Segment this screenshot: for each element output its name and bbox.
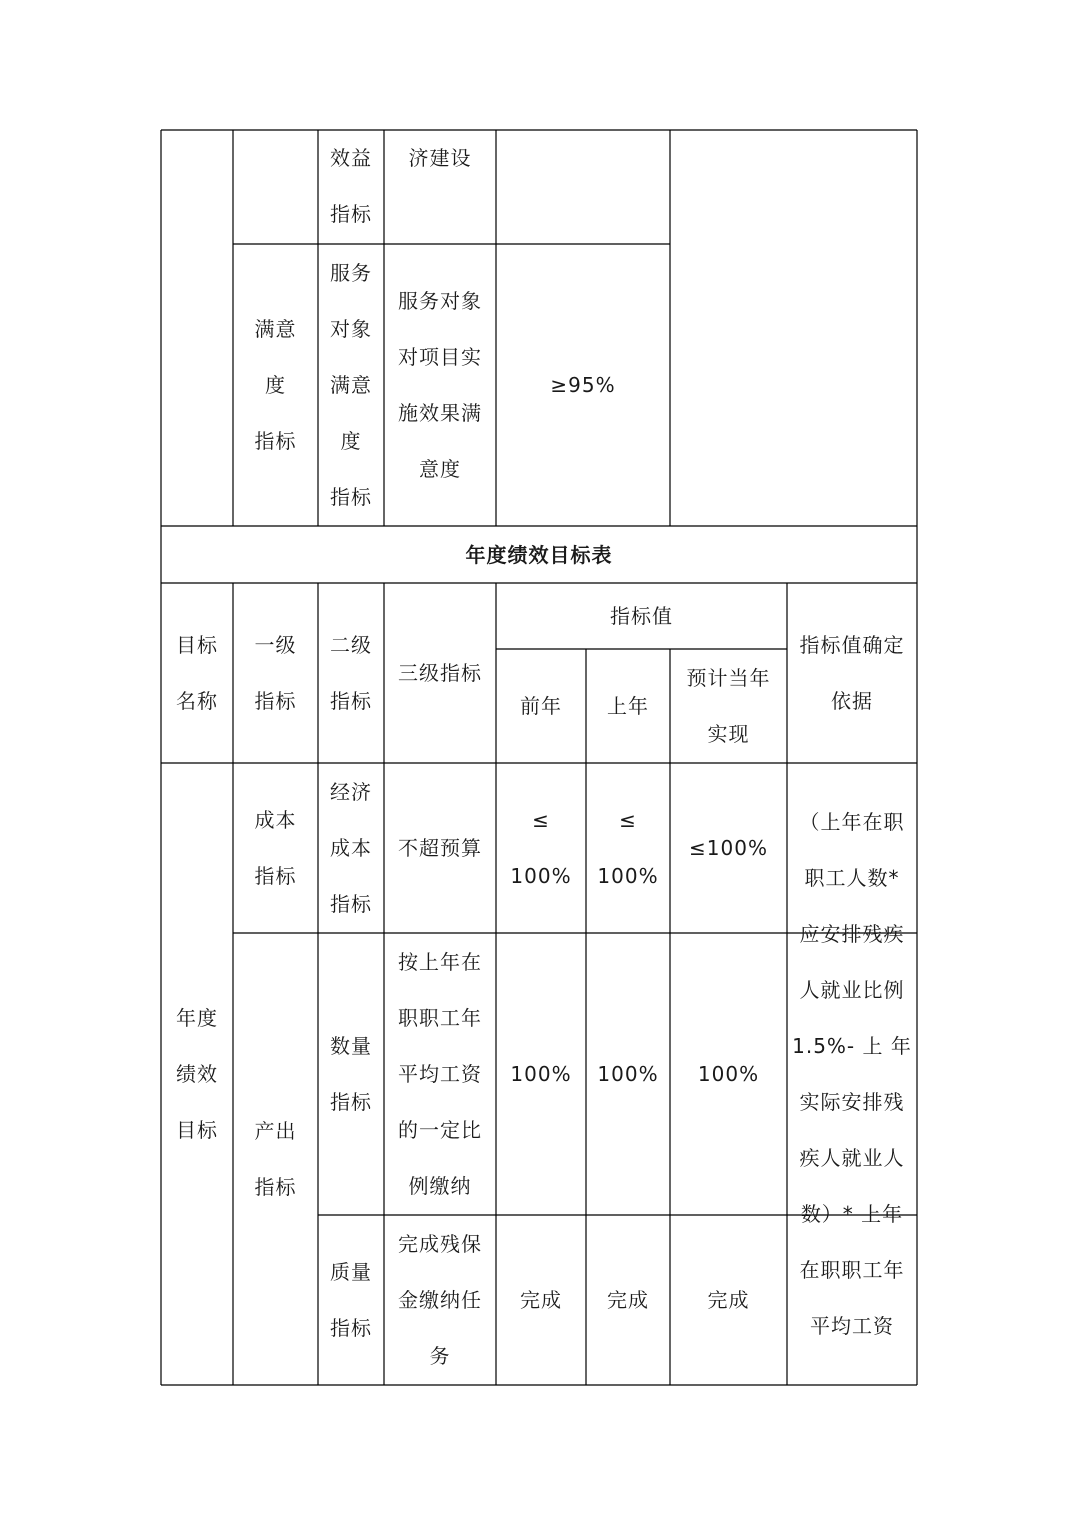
row-quality-last-year: 完成 <box>607 1288 649 1312</box>
satisfaction-level1-cell: 满意 度 指标 <box>254 317 297 453</box>
header-prev-year: 前年 <box>520 694 562 718</box>
row-quantity-level2: 数量 指标 <box>330 1034 372 1114</box>
row-quality-prev-year: 完成 <box>520 1288 562 1312</box>
row-cost-level3: 不超预算 <box>398 836 482 860</box>
header-level3: 三级指标 <box>398 661 482 685</box>
header-last-year: 上年 <box>607 694 649 718</box>
satisfaction-value-cell: ≥95% <box>550 373 616 397</box>
header-basis: 指标值确定 依据 <box>799 633 905 713</box>
row-quantity-level3: 按上年在 职职工年 平均工资 的一定比 例缴纳 <box>398 950 482 1198</box>
benefit-level2-cell: 效益 指标 <box>330 146 372 226</box>
row-quantity-prev-year: 100% <box>510 1062 572 1086</box>
header-level1: 一级 指标 <box>254 633 297 713</box>
header-goal-name: 目标 名称 <box>176 633 218 713</box>
header-level2: 二级 指标 <box>330 633 372 713</box>
row-output-level1: 产出 指标 <box>254 1119 297 1199</box>
row-cost-level1: 成本 指标 <box>254 808 297 888</box>
row-cost-level2: 经济 成本 指标 <box>330 780 372 916</box>
header-indicator-value: 指标值 <box>610 604 673 628</box>
row-cost-expected: ≤100% <box>689 836 768 860</box>
row-quality-expected: 完成 <box>707 1288 750 1312</box>
table-title: 年度绩效目标表 <box>465 542 613 567</box>
header-expected: 预计当年 实现 <box>686 666 771 746</box>
basis-text-cell: （上年在职 职工人数* 应安排残疾 人就业比例 1.5%- 上 年 实际安排残 疾人就业人 数）* 上年 在职职工年 平均工资 <box>792 810 912 1338</box>
row-cost-prev-year: ≤ 100% <box>510 808 572 888</box>
benefit-level3-cell: 济建设 <box>408 146 472 170</box>
row-cost-last-year: ≤ 100% <box>597 808 659 888</box>
row-quantity-expected: 100% <box>697 1062 760 1086</box>
row-quality-level3: 完成残保 金缴纳任 务 <box>398 1232 482 1368</box>
goal-name-cell: 年度 绩效 目标 <box>176 1006 218 1142</box>
row-quantity-last-year: 100% <box>597 1062 659 1086</box>
satisfaction-level2-cell: 服务 对象 满意 度 指标 <box>330 261 372 509</box>
satisfaction-level3-cell: 服务对象 对项目实 施效果满 意度 <box>398 289 482 481</box>
row-quality-level2: 质量 指标 <box>330 1260 372 1340</box>
